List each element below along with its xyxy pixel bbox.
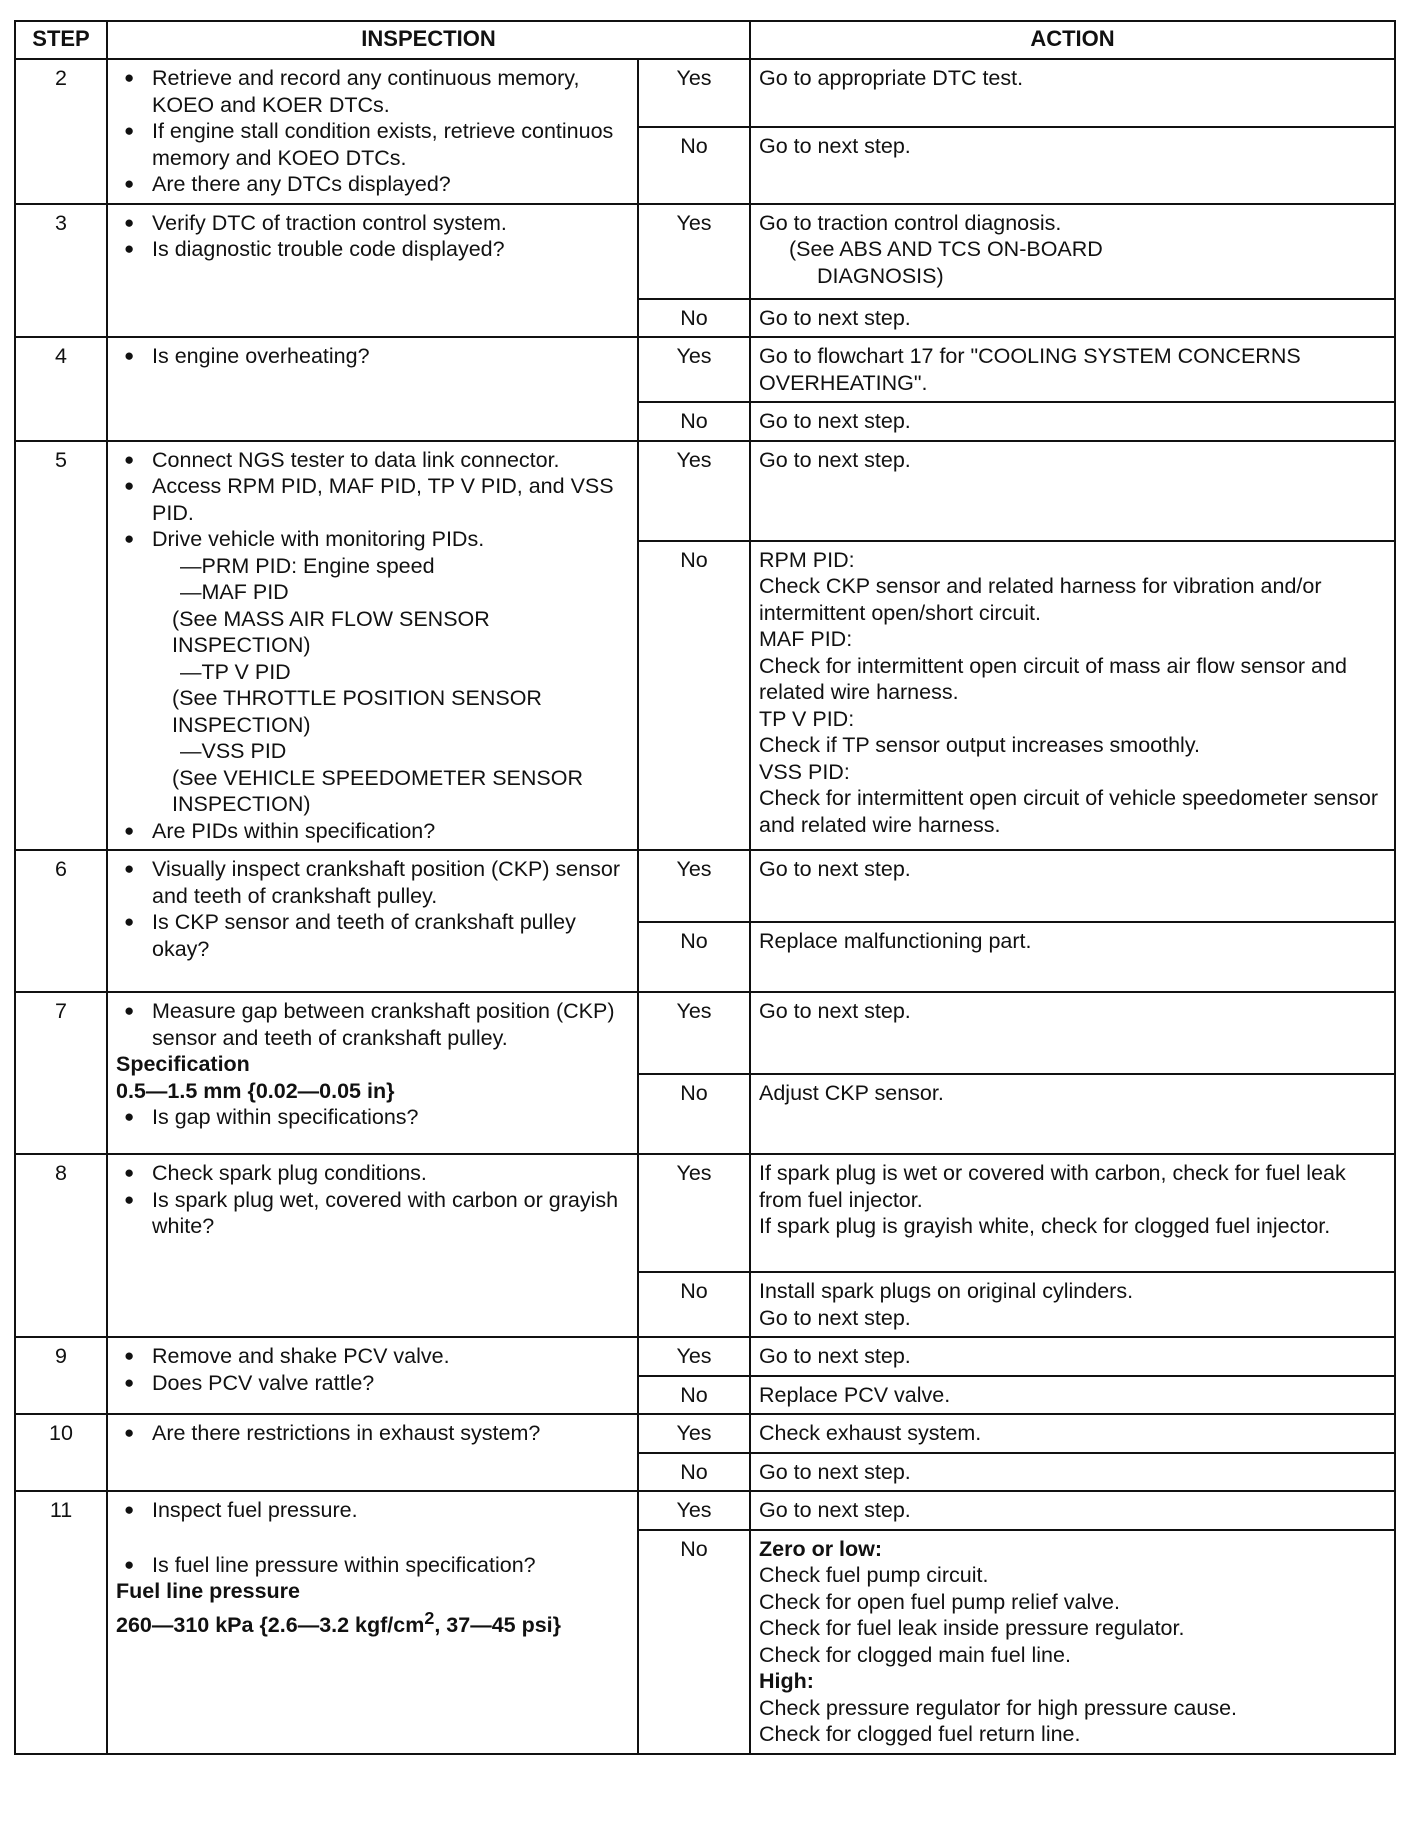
action-heading: High: bbox=[759, 1669, 814, 1693]
inspection-cell bbox=[107, 850, 638, 992]
inspection-cell bbox=[107, 1491, 638, 1754]
action-line: RPM PID: bbox=[759, 547, 855, 572]
yes-label: Yes bbox=[638, 1154, 750, 1272]
yes-label: Yes bbox=[638, 850, 750, 922]
action-cell: Go to next step. bbox=[750, 127, 1395, 204]
action-cell: Go to next step. bbox=[750, 1491, 1395, 1530]
inspection-cell bbox=[107, 1414, 638, 1491]
action-line: Check CKP sensor and related harness for vibration and/or intermittent open/short circuit. bbox=[759, 574, 1322, 625]
pid-reference: (See THROTTLE POSITION SENSOR INSPECTION) bbox=[172, 686, 542, 737]
pid-label: — VSS PID bbox=[180, 738, 629, 765]
spec-superscript: 2 bbox=[424, 1607, 435, 1628]
action-line: Check pressure regulator for high pressure cause. bbox=[759, 1695, 1238, 1720]
header-step: STEP bbox=[15, 21, 107, 59]
step-number: 2 bbox=[15, 59, 107, 204]
action-cell: Check exhaust system. bbox=[750, 1414, 1395, 1453]
inspection-item: ● Visually inspect crankshaft position (CKP) sensor and teeth of crankshaft pulley. bbox=[116, 856, 629, 909]
step-number: 5 bbox=[15, 441, 107, 851]
table-row bbox=[15, 850, 1395, 922]
inspection-cell bbox=[107, 337, 638, 441]
step-number: 4 bbox=[15, 337, 107, 441]
no-label: No bbox=[638, 1376, 750, 1415]
yes-label: Yes bbox=[638, 1414, 750, 1453]
inspection-cell bbox=[107, 1154, 638, 1337]
yes-label: Yes bbox=[638, 441, 750, 541]
action-cell: Go to flowchart 17 for "COOLING SYSTEM CONCERNS OVERHEATING". bbox=[750, 337, 1395, 402]
inspection-cell bbox=[107, 441, 638, 851]
inspection-item: ● Are there restrictions in exhaust system? bbox=[116, 1420, 629, 1447]
inspection-item: ● Is engine overheating? bbox=[116, 343, 629, 370]
step-number: 9 bbox=[15, 1337, 107, 1414]
table-row bbox=[15, 337, 1395, 402]
action-line: Check for fuel leak inside pressure regulator. bbox=[759, 1616, 1185, 1640]
table-row bbox=[15, 1414, 1395, 1453]
action-line: If spark plug is wet or covered with carbon, check for fuel leak from fuel injector. bbox=[759, 1161, 1346, 1212]
table-header-row bbox=[15, 21, 1395, 59]
spec-value-a: 260—310 kPa {2.6—3.2 kgf/cm bbox=[116, 1612, 425, 1637]
table-row bbox=[15, 992, 1395, 1074]
diagnosis-page bbox=[14, 20, 1394, 1816]
action-line: (See ABS AND TCS ON-BOARD bbox=[789, 237, 1103, 261]
inspection-item: ● Access RPM PID, MAF PID, TP V PID, and VSS PID. bbox=[116, 473, 629, 526]
table-row bbox=[15, 1337, 1395, 1376]
action-cell: Replace malfunctioning part. bbox=[750, 922, 1395, 992]
no-label: No bbox=[638, 1074, 750, 1154]
action-line: MAF PID: bbox=[759, 627, 853, 651]
pid-label: — MAF PID bbox=[180, 579, 629, 606]
action-cell: Go to next step. bbox=[750, 1453, 1395, 1492]
pid-reference: (See MASS AIR FLOW SENSOR INSPECTION) bbox=[172, 606, 490, 657]
action-line: Check for intermittent open circuit of vehicle speedometer sensor and related wire harness. bbox=[759, 786, 1379, 837]
yes-label: Yes bbox=[638, 337, 750, 402]
inspection-item: ● Check spark plug conditions. bbox=[116, 1160, 629, 1187]
action-line: Check fuel pump circuit. bbox=[759, 1563, 989, 1587]
yes-label: Yes bbox=[638, 1491, 750, 1530]
action-cell bbox=[750, 541, 1395, 851]
action-line: Check for clogged fuel return line. bbox=[759, 1722, 1081, 1746]
inspection-item: ● Retrieve and record any continuous memory, KOEO and KOER DTCs. bbox=[116, 65, 629, 118]
action-cell bbox=[750, 1154, 1395, 1272]
inspection-item bbox=[116, 526, 629, 818]
table-row bbox=[15, 59, 1395, 127]
action-cell: Go to next step. bbox=[750, 441, 1395, 541]
spec-value bbox=[116, 1605, 629, 1639]
header-inspection: INSPECTION bbox=[107, 21, 750, 59]
action-cell: Adjust CKP sensor. bbox=[750, 1074, 1395, 1154]
no-label: No bbox=[638, 1272, 750, 1337]
yes-label: Yes bbox=[638, 992, 750, 1074]
table-row bbox=[15, 1491, 1395, 1530]
step-number: 7 bbox=[15, 992, 107, 1154]
action-heading: Zero or low: bbox=[759, 1536, 883, 1561]
yes-label: Yes bbox=[638, 204, 750, 299]
no-label: No bbox=[638, 127, 750, 204]
action-cell bbox=[750, 204, 1395, 299]
spec-title: Specification bbox=[116, 1052, 250, 1076]
spec-title: Fuel line pressure bbox=[116, 1579, 301, 1603]
step-number: 6 bbox=[15, 850, 107, 992]
table-row bbox=[15, 1154, 1395, 1272]
action-line: Check for intermittent open circuit of mass air flow sensor and related wire harness. bbox=[759, 653, 1347, 704]
action-line: DIAGNOSIS) bbox=[817, 263, 944, 288]
no-label: No bbox=[638, 541, 750, 851]
inspection-cell bbox=[107, 992, 638, 1154]
inspection-item: ● Is fuel line pressure within specification? bbox=[116, 1552, 629, 1579]
inspection-item: ● Inspect fuel pressure. bbox=[116, 1497, 629, 1524]
step-number: 11 bbox=[15, 1491, 107, 1754]
action-cell: Replace PCV valve. bbox=[750, 1376, 1395, 1415]
pid-label: — TP V PID bbox=[180, 659, 629, 686]
action-cell: Go to next step. bbox=[750, 402, 1395, 441]
step-number: 8 bbox=[15, 1154, 107, 1337]
pid-sublist bbox=[152, 553, 629, 818]
action-line: Go to traction control diagnosis. bbox=[759, 210, 1062, 235]
inspection-cell bbox=[107, 1337, 638, 1414]
inspection-cell bbox=[107, 59, 638, 204]
pid-reference: (See VEHICLE SPEEDOMETER SENSOR INSPECTION) bbox=[172, 765, 583, 816]
no-label: No bbox=[638, 402, 750, 441]
inspection-item: ● Is diagnostic trouble code displayed? bbox=[116, 236, 629, 263]
diagnosis-table bbox=[14, 20, 1396, 1755]
inspection-cell bbox=[107, 204, 638, 338]
action-line: Install spark plugs on original cylinders. bbox=[759, 1279, 1134, 1303]
inspection-item-text: Drive vehicle with monitoring PIDs. bbox=[152, 527, 485, 551]
inspection-item: ● Connect NGS tester to data link connector. bbox=[116, 447, 629, 474]
action-cell: Go to next step. bbox=[750, 850, 1395, 922]
yes-label: Yes bbox=[638, 59, 750, 127]
action-line: Check for clogged main fuel line. bbox=[759, 1642, 1071, 1667]
action-line: TP V PID: bbox=[759, 706, 855, 731]
header-action: ACTION bbox=[750, 21, 1395, 59]
action-line: If spark plug is grayish white, check for clogged fuel injector. bbox=[759, 1214, 1331, 1238]
action-line: Check if TP sensor output increases smoothly. bbox=[759, 733, 1200, 757]
step-number: 3 bbox=[15, 204, 107, 338]
inspection-item: ● Measure gap between crankshaft position (CKP) sensor and teeth of crankshaft pulley. bbox=[116, 998, 629, 1051]
action-cell bbox=[750, 1530, 1395, 1754]
step-number: 10 bbox=[15, 1414, 107, 1491]
action-cell: Go to appropriate DTC test. bbox=[750, 59, 1395, 127]
inspection-item: ● If engine stall condition exists, retrieve continuos memory and KOEO DTCs. bbox=[116, 118, 629, 171]
table-row bbox=[15, 441, 1395, 541]
action-cell: Go to next step. bbox=[750, 299, 1395, 338]
action-cell: Go to next step. bbox=[750, 992, 1395, 1074]
action-line: VSS PID: bbox=[759, 759, 850, 784]
spec-value: 0.5—1.5 mm {0.02—0.05 in} bbox=[116, 1078, 395, 1103]
spec-value-b: , 37—45 psi} bbox=[434, 1612, 562, 1637]
inspection-item: ● Is gap within specifications? bbox=[116, 1104, 629, 1131]
inspection-item: ● Does PCV valve rattle? bbox=[116, 1370, 629, 1397]
yes-label: Yes bbox=[638, 1337, 750, 1376]
no-label: No bbox=[638, 1453, 750, 1492]
table-row bbox=[15, 204, 1395, 299]
pid-label: — PRM PID: Engine speed bbox=[180, 553, 629, 580]
inspection-item: ● Are PIDs within specification? bbox=[116, 818, 629, 845]
inspection-item: ● Verify DTC of traction control system. bbox=[116, 210, 629, 237]
inspection-item: ● Remove and shake PCV valve. bbox=[116, 1343, 629, 1370]
no-label: No bbox=[638, 1530, 750, 1754]
action-line: Go to next step. bbox=[759, 1305, 911, 1330]
inspection-item: ● Are there any DTCs displayed? bbox=[116, 171, 629, 198]
inspection-item: ● Is spark plug wet, covered with carbon or grayish white? bbox=[116, 1187, 629, 1240]
no-label: No bbox=[638, 922, 750, 992]
action-cell: Go to next step. bbox=[750, 1337, 1395, 1376]
action-line: Check for open fuel pump relief valve. bbox=[759, 1589, 1120, 1614]
inspection-item: ● Is CKP sensor and teeth of crankshaft pulley okay? bbox=[116, 909, 629, 962]
action-cell bbox=[750, 1272, 1395, 1337]
no-label: No bbox=[638, 299, 750, 338]
